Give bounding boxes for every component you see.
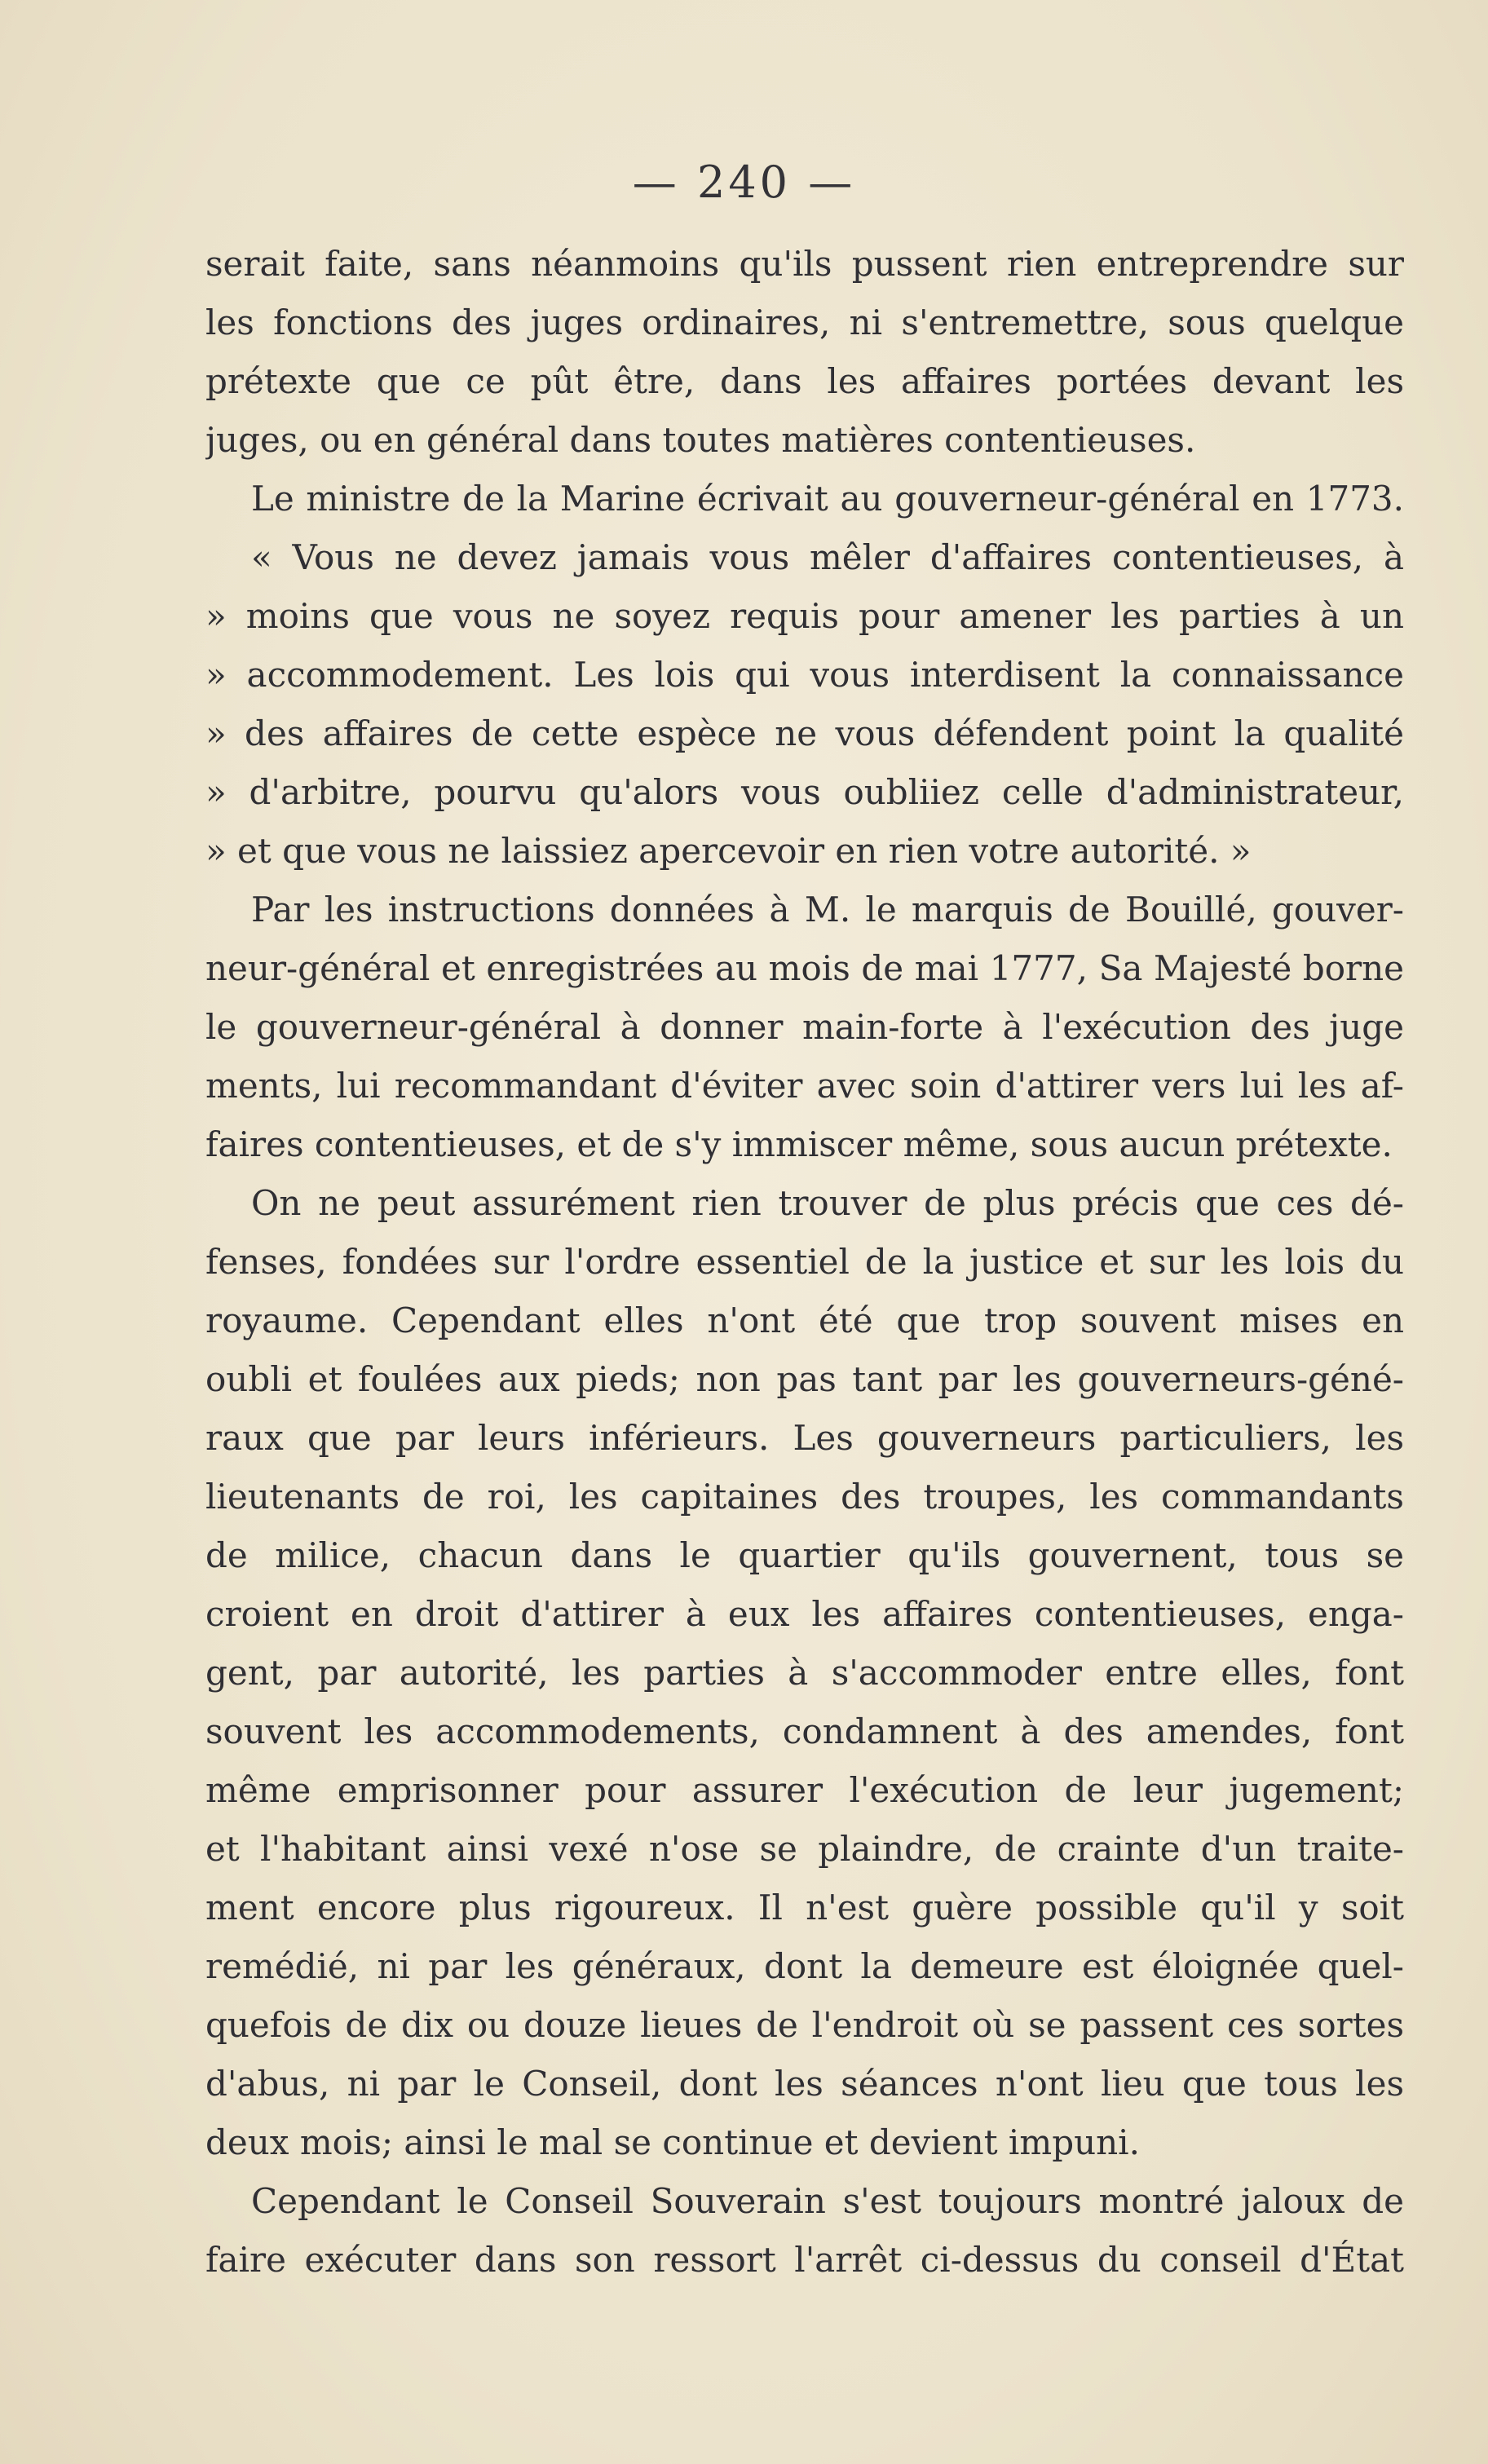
text-line: fenses, fondées sur l'ordre essentiel de la justice et sur les lois du bbox=[205, 1242, 1404, 1282]
text-line: deux mois; ainsi le mal se continue et devient impuni. bbox=[205, 2122, 1140, 2162]
text-line: ments, lui recommandant d'éviter avec soin d'attirer vers lui les af- bbox=[205, 1066, 1404, 1106]
text-line: juges, ou en général dans toutes matières contentieuses. bbox=[205, 420, 1196, 460]
text-line: croient en droit d'attirer à eux les affaires contentieuses, enga- bbox=[205, 1594, 1404, 1634]
text-line: Par les instructions données à M. le marquis de Bouillé, gouver- bbox=[251, 890, 1404, 930]
text-line: « Vous ne devez jamais vous mêler d'affaires contentieuses, à bbox=[251, 537, 1404, 577]
page-number: — 240 — bbox=[632, 157, 856, 208]
text-line: oubli et foulées aux pieds; non pas tant par les gouverneurs-géné- bbox=[205, 1359, 1404, 1399]
text-line: quefois de dix ou douze lieues de l'endroit où se passent ces sortes bbox=[205, 2005, 1404, 2045]
text-line: royaume. Cependant elles n'ont été que trop souvent mises en bbox=[205, 1300, 1404, 1340]
text-line: neur-général et enregistrées au mois de mai 1777, Sa Majesté borne bbox=[205, 948, 1404, 988]
text-line: même emprisonner pour assurer l'exécution de leur jugement; bbox=[205, 1770, 1404, 1810]
body-text bbox=[205, 235, 1404, 2290]
text-line: » moins que vous ne soyez requis pour amener les parties à un bbox=[205, 596, 1404, 636]
text-line: Cependant le Conseil Souverain s'est toujours montré jaloux de bbox=[251, 2181, 1404, 2221]
text-line: et l'habitant ainsi vexé n'ose se plaindre, de crainte d'un traite- bbox=[205, 1829, 1404, 1869]
text-line: le gouverneur-général à donner main-forte à l'exécution des juge bbox=[205, 1007, 1404, 1047]
text-line: gent, par autorité, les parties à s'accommoder entre elles, font bbox=[205, 1653, 1404, 1693]
text-line: » d'arbitre, pourvu qu'alors vous oubliiez celle d'administrateur, bbox=[205, 772, 1404, 812]
text-line: les fonctions des juges ordinaires, ni s'entremettre, sous quelque bbox=[205, 302, 1404, 342]
text-line: lieutenants de roi, les capitaines des troupes, les commandants bbox=[205, 1477, 1404, 1517]
text-line: Le ministre de la Marine écrivait au gouverneur-général en 1773. bbox=[251, 479, 1404, 519]
text-line: prétexte que ce pût être, dans les affaires portées devant les bbox=[205, 361, 1404, 401]
text-line: serait faite, sans néanmoins qu'ils pussent rien entreprendre sur bbox=[205, 244, 1404, 284]
text-line: remédié, ni par les généraux, dont la demeure est éloignée quel- bbox=[205, 1946, 1404, 1986]
text-line: » et que vous ne laissiez apercevoir en rien votre autorité. » bbox=[205, 831, 1252, 871]
text-line: ment encore plus rigoureux. Il n'est guère possible qu'il y soit bbox=[205, 1888, 1404, 1927]
text-line: raux que par leurs inférieurs. Les gouverneurs particuliers, les bbox=[205, 1418, 1404, 1458]
text-line: On ne peut assurément rien trouver de plus précis que ces dé- bbox=[251, 1183, 1404, 1223]
text-line: » des affaires de cette espèce ne vous défendent point la qualité bbox=[205, 713, 1404, 753]
text-line: de milice, chacun dans le quartier qu'ils gouvernent, tous se bbox=[205, 1535, 1404, 1575]
text-line: faire exécuter dans son ressort l'arrêt ci-dessus du conseil d'État bbox=[205, 2240, 1404, 2280]
text-line: » accommodement. Les lois qui vous interdisent la connaissance bbox=[205, 655, 1404, 695]
text-line: souvent les accommodements, condamnent à des amendes, font bbox=[205, 1711, 1404, 1751]
text-line: faires contentieuses, et de s'y immiscer même, sous aucun prétexte. bbox=[205, 1124, 1393, 1164]
text-line: d'abus, ni par le Conseil, dont les séances n'ont lieu que tous les bbox=[205, 2064, 1404, 2104]
